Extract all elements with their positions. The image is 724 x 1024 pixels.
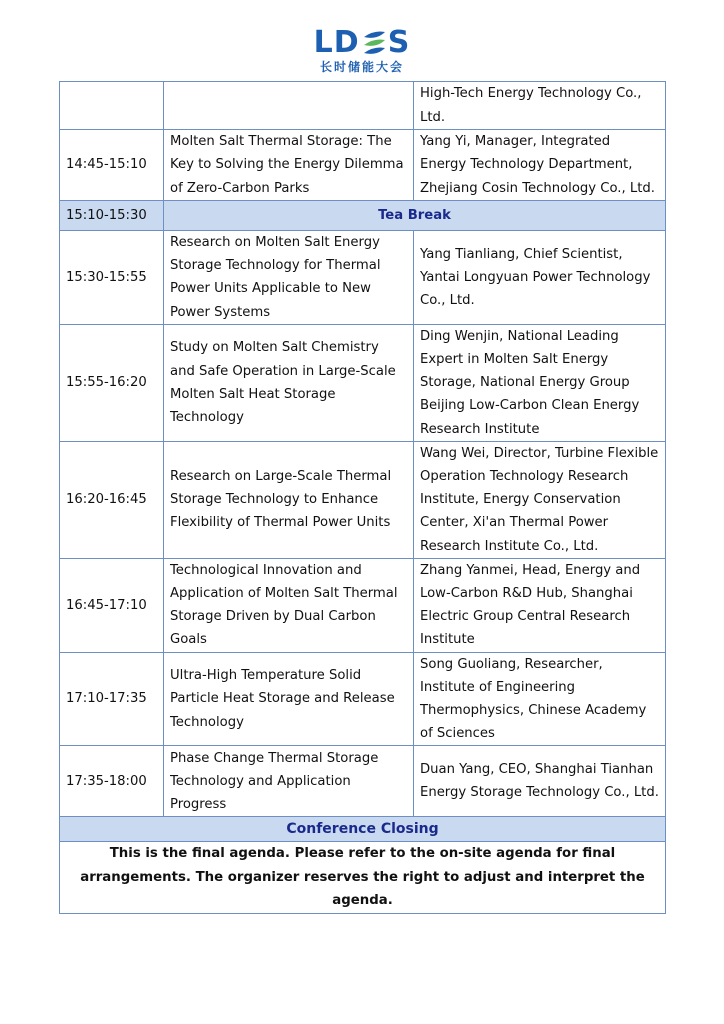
table-row: [60, 652, 666, 746]
table-row: [60, 231, 666, 325]
agenda-note: This is the final agenda. Please refer to the on-site agenda for final arrangements. The organizer reserves the right to adjust and interpret the agenda.: [60, 842, 666, 914]
closing-row: [60, 817, 666, 842]
topic-cell: Phase Change Thermal Storage Technology and Application Progress: [164, 746, 414, 817]
time-cell: 16:45-17:10: [60, 558, 164, 652]
topic-cell: Study on Molten Salt Chemistry and Safe Operation in Large-Scale Molten Salt Heat Storage Technology: [164, 324, 414, 441]
time-cell: 15:30-15:55: [60, 231, 164, 325]
topic-cell: Research on Molten Salt Energy Storage Technology for Thermal Power Units Applicable to New Power Systems: [164, 231, 414, 325]
topic-cell: Ultra-High Temperature Solid Particle Heat Storage and Release Technology: [164, 652, 414, 746]
speaker-cell: Yang Yi, Manager, Integrated Energy Technology Department, Zhejiang Cosin Technology Co., Ltd.: [414, 130, 666, 201]
topic-cell: [164, 82, 414, 130]
tea-break-row: [60, 201, 666, 231]
table-row: [60, 558, 666, 652]
table-row: [60, 324, 666, 441]
speaker-cell: Yang Tianliang, Chief Scientist, Yantai Longyuan Power Technology Co., Ltd.: [414, 231, 666, 325]
time-cell: 16:20-16:45: [60, 441, 164, 558]
closing-label: Conference Closing: [60, 817, 666, 842]
topic-cell: Technological Innovation and Application of Molten Salt Thermal Storage Driven by Dual Carbon Goals: [164, 558, 414, 652]
speaker-cell: Zhang Yanmei, Head, Energy and Low-Carbon R&D Hub, Shanghai Electric Group Central Research Institute: [414, 558, 666, 652]
conference-logo: [0, 26, 724, 74]
time-cell: 17:35-18:00: [60, 746, 164, 817]
agenda-table: [59, 81, 666, 914]
time-cell: 17:10-17:35: [60, 652, 164, 746]
break-label: Tea Break: [164, 201, 666, 231]
note-row: [60, 842, 666, 914]
speaker-cell: Song Guoliang, Researcher, Institute of Engineering Thermophysics, Chinese Academy of Sciences: [414, 652, 666, 746]
logo-subtitle: 长时储能大会: [319, 60, 404, 74]
leaf-icon: [361, 28, 387, 58]
topic-cell: Research on Large-Scale Thermal Storage Technology to Enhance Flexibility of Thermal Power Units: [164, 441, 414, 558]
table-row: [60, 746, 666, 817]
topic-cell: Molten Salt Thermal Storage: The Key to Solving the Energy Dilemma of Zero-Carbon Parks: [164, 130, 414, 201]
table-row: [60, 441, 666, 558]
speaker-cell: High-Tech Energy Technology Co., Ltd.: [414, 82, 666, 130]
time-cell: 15:55-16:20: [60, 324, 164, 441]
speaker-cell: Ding Wenjin, National Leading Expert in Molten Salt Energy Storage, National Energy Group Beijing Low-Carbon Clean Energy Research Institute: [414, 324, 666, 441]
table-row: [60, 82, 666, 130]
time-cell: 14:45-15:10: [60, 130, 164, 201]
logo-text-left: LD: [313, 25, 360, 60]
table-row: [60, 130, 666, 201]
time-cell: 15:10-15:30: [60, 201, 164, 231]
speaker-cell: Wang Wei, Director, Turbine Flexible Operation Technology Research Institute, Energy Conservation Center, Xi'an Thermal Power Research Institute Co., Ltd.: [414, 441, 666, 558]
logo-mark: [314, 26, 411, 60]
time-cell: [60, 82, 164, 130]
logo-text-right: S: [387, 25, 411, 60]
speaker-cell: Duan Yang, CEO, Shanghai Tianhan Energy Storage Technology Co., Ltd.: [414, 746, 666, 817]
